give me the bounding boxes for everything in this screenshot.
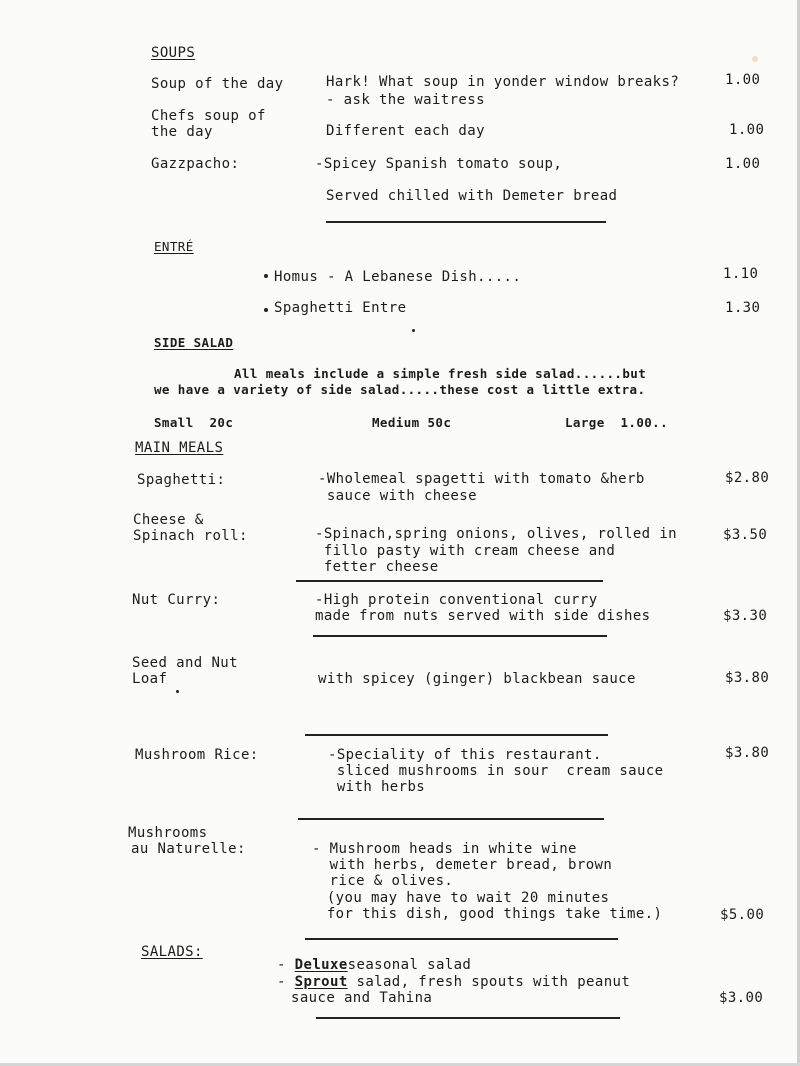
side-salad-note: All meals include a simple fresh side salad......but (234, 366, 647, 381)
sprout-salad-line (277, 974, 630, 990)
mushroom-rice-price: $3.80 (725, 745, 770, 761)
divider (298, 818, 604, 820)
spaghetti-name: Spaghetti: (137, 472, 226, 488)
spaghetti-desc-2: sauce with cheese (318, 488, 477, 504)
salads-heading: SALADS: (141, 944, 203, 960)
main-meals-heading: MAIN MEALS (135, 440, 224, 456)
paper-stain (752, 56, 758, 62)
deluxe-salad-line (277, 957, 471, 973)
salads-price: $3.00 (719, 990, 764, 1006)
seed-nut-loaf-name-2: Loaf (132, 671, 168, 687)
spaghetti-price: $2.80 (725, 470, 770, 486)
spaghetti-entre-name: Spaghetti Entre (274, 300, 407, 316)
gazpacho-desc: -Spicey Spanish tomato soup, (315, 156, 563, 172)
medium-salad-price: Medium 50c (372, 415, 452, 430)
divider (305, 938, 618, 940)
sprout-desc: salad, fresh spouts with peanut (347, 974, 631, 990)
spaghetti-entre-price: 1.30 (725, 300, 761, 316)
soup-of-day-desc: Hark! What soup in yonder window breaks? (326, 74, 680, 90)
homus-name: Homus - A Lebanese Dish..... (274, 269, 522, 285)
cheese-spinach-desc-3: fetter cheese (315, 559, 439, 575)
seed-nut-loaf-name: Seed and Nut (132, 655, 238, 671)
soup-of-day-desc-2: - ask the waitress (326, 92, 485, 108)
chefs-soup-price: 1.00 (729, 122, 765, 138)
seed-nut-loaf-desc: with spicey (ginger) blackbean sauce (318, 671, 636, 687)
mushrooms-naturelle-name: Mushrooms (128, 825, 208, 841)
sprout-dash: - (277, 974, 295, 990)
side-salad-heading: SIDE SALAD (154, 335, 234, 350)
chefs-soup-desc: Different each day (326, 123, 485, 139)
large-salad-price: Large 1.00.. (565, 415, 669, 430)
sprout-word: Sprout (294, 974, 348, 990)
nut-curry-name: Nut Curry: (132, 592, 221, 608)
divider (316, 1017, 620, 1019)
deluxe-dash: - (277, 957, 295, 973)
small-salad-price: Small 20c (154, 415, 234, 430)
gazpacho-name: Gazzpacho: (151, 156, 240, 172)
divider (326, 221, 606, 223)
mushrooms-naturelle-desc-5: for this dish, good things take time.) (318, 906, 663, 922)
sprout-salad-line-2: sauce and Tahina (291, 990, 433, 1006)
cheese-spinach-price: $3.50 (723, 527, 768, 543)
divider (296, 580, 603, 582)
mushroom-rice-desc-3: with herbs (328, 779, 426, 795)
deluxe-word: Deluxe (294, 957, 348, 973)
mushrooms-naturelle-desc-3: rice & olives. (312, 873, 454, 889)
chefs-soup-name: Chefs soup of (151, 108, 266, 124)
cheese-spinach-desc-2: fillo pasty with cream cheese and (315, 543, 616, 559)
deluxe-desc: seasonal salad (347, 957, 472, 973)
entre-heading: ENTRÉ (154, 239, 194, 254)
nut-curry-desc-2: made from nuts served with side dishes (315, 608, 651, 624)
soup-of-day-price: 1.00 (725, 72, 761, 88)
gazpacho-desc-2: Served chilled with Demeter bread (326, 188, 618, 204)
cheese-spinach-name-2: Spinach roll: (133, 528, 248, 544)
soups-heading: SOUPS (151, 45, 196, 61)
bullet (264, 274, 268, 278)
mushroom-rice-desc-2: sliced mushrooms in sour cream sauce (328, 763, 664, 779)
bullet (264, 308, 268, 312)
mushrooms-naturelle-desc: - Mushroom heads in white wine (312, 841, 577, 857)
homus-price: 1.10 (723, 266, 759, 282)
mushrooms-naturelle-desc-4: (you may have to wait 20 minutes (318, 890, 610, 906)
seed-nut-loaf-price: $3.80 (725, 670, 770, 686)
nut-curry-price: $3.30 (723, 608, 768, 624)
mushrooms-naturelle-name-2: au Naturelle: (131, 841, 246, 857)
mushrooms-naturelle-desc-2: with herbs, demeter bread, brown (312, 857, 613, 873)
spaghetti-desc: -Wholemeal spagetti with tomato &herb (318, 471, 645, 487)
cheese-spinach-desc: -Spinach,spring onions, olives, rolled in (315, 526, 677, 542)
mushrooms-naturelle-price: $5.00 (720, 907, 765, 923)
side-salad-note-2: we have a variety of side salad.....these cost a little extra. (154, 382, 646, 397)
cheese-spinach-name: Cheese & (133, 512, 204, 528)
soup-of-day-name: Soup of the day (151, 76, 284, 92)
paper-speck (412, 329, 415, 332)
nut-curry-desc: -High protein conventional curry (315, 592, 598, 608)
mushroom-rice-name: Mushroom Rice: (135, 747, 259, 763)
divider (305, 734, 608, 736)
paper-speck (176, 690, 179, 693)
divider (313, 635, 607, 637)
chefs-soup-name-2: the day (151, 124, 213, 140)
mushroom-rice-desc: -Speciality of this restaurant. (328, 747, 602, 763)
gazpacho-price: 1.00 (725, 156, 761, 172)
